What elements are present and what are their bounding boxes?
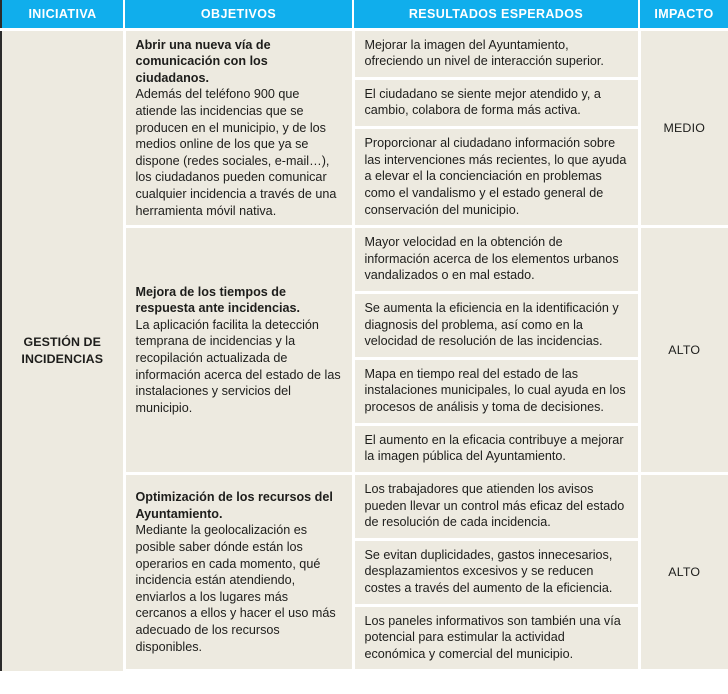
cell-objetivo-2 xyxy=(124,227,353,474)
cell-resultado-2-3: Mapa en tiempo real del estado de las instalaciones municipales, lo cual ayuda en los procesos de análisis y toma de decisiones. xyxy=(353,358,639,424)
cell-resultado-1-2: El ciudadano se siente mejor atendido y, a cambio, colabora de forma más activa. xyxy=(353,78,639,127)
table-row xyxy=(1,29,728,78)
cell-impacto-1: MEDIO xyxy=(639,29,728,227)
cell-resultado-2-2: Se aumenta la eficiencia en la identificación y diagnosis del problema, así como en la velocidad de resolución de las incidencias. xyxy=(353,293,639,359)
cell-resultado-3-3: Los paneles informativos son también una vía potencial para estimular la actividad económica y comercial del municipio. xyxy=(353,605,639,671)
cell-resultado-3-1: Los trabajadores que atienden los avisos pueden llevar un control más eficaz del estado de resolución de cada incidencia. xyxy=(353,473,639,539)
column-header-impacto: IMPACTO xyxy=(639,0,728,29)
cell-impacto-2: ALTO xyxy=(639,227,728,474)
objetivo-1-title: Abrir una nueva vía de comunicación con los ciudadanos. xyxy=(135,37,271,85)
cell-impacto-3: ALTO xyxy=(639,473,728,670)
header-row xyxy=(1,0,728,29)
cell-objetivo-3 xyxy=(124,473,353,670)
cell-resultado-1-3: Proporcionar al ciudadano información sobre las intervenciones más recientes, lo que ayuda a elevar el la concienciación en problemas como el vandalismo y el estado general de conservación del municipio. xyxy=(353,128,639,227)
table-header xyxy=(1,0,728,29)
objetivo-1-body: Además del teléfono 900 que atiende las incidencias que se producen en el municipio, y de los medios online de los que ya se dispone (redes sociales, e-mail…), los ciudadanos pueden comunicar cualquier incidencia a través de una herramienta móvil nativa. xyxy=(135,87,337,218)
objetivo-2-body: La aplicación facilita la detección temprana de incidencias y la recopilación actualizada de información acerca del estado de las instalaciones y servicios del municipio. xyxy=(135,317,341,415)
column-header-iniciativa: INICIATIVA xyxy=(1,0,124,29)
cell-resultado-2-4: El aumento en la eficacia contribuye a mejorar la imagen pública del Ayuntamiento. xyxy=(353,424,639,473)
objetivo-2-title: Mejora de los tiempos de respuesta ante incidencias. xyxy=(135,284,300,316)
table-body xyxy=(1,29,728,671)
cell-iniciativa-gestion-de-incidencias: GESTIÓN DE INCIDENCIAS xyxy=(1,29,124,671)
objetivo-3-body: Mediante la geolocalización es posible saber dónde están los operarios en cada momento, qué incidencia están atendiendo, enviarlos a los lugares más cercanos a ellos y hacer el uso más adecuado de los recursos disponibles. xyxy=(135,523,336,654)
column-header-objetivos: OBJETIVOS xyxy=(124,0,353,29)
objetivo-3-title: Optimización de los recursos del Ayuntamiento. xyxy=(135,490,333,521)
cell-resultado-2-1: Mayor velocidad en la obtención de información acerca de los elementos urbanos vandalizados o en mal estado. xyxy=(353,227,639,293)
cell-resultado-3-2: Se evitan duplicidades, gastos innecesarios, desplazamientos excesivos y se reducen costes a través del aumento de la eficiencia. xyxy=(353,539,639,605)
cell-objetivo-1 xyxy=(124,29,353,227)
cell-resultado-1-1: Mejorar la imagen del Ayuntamiento, ofreciendo un nivel de interacción superior. xyxy=(353,29,639,78)
column-header-resultados: RESULTADOS ESPERADOS xyxy=(353,0,639,29)
